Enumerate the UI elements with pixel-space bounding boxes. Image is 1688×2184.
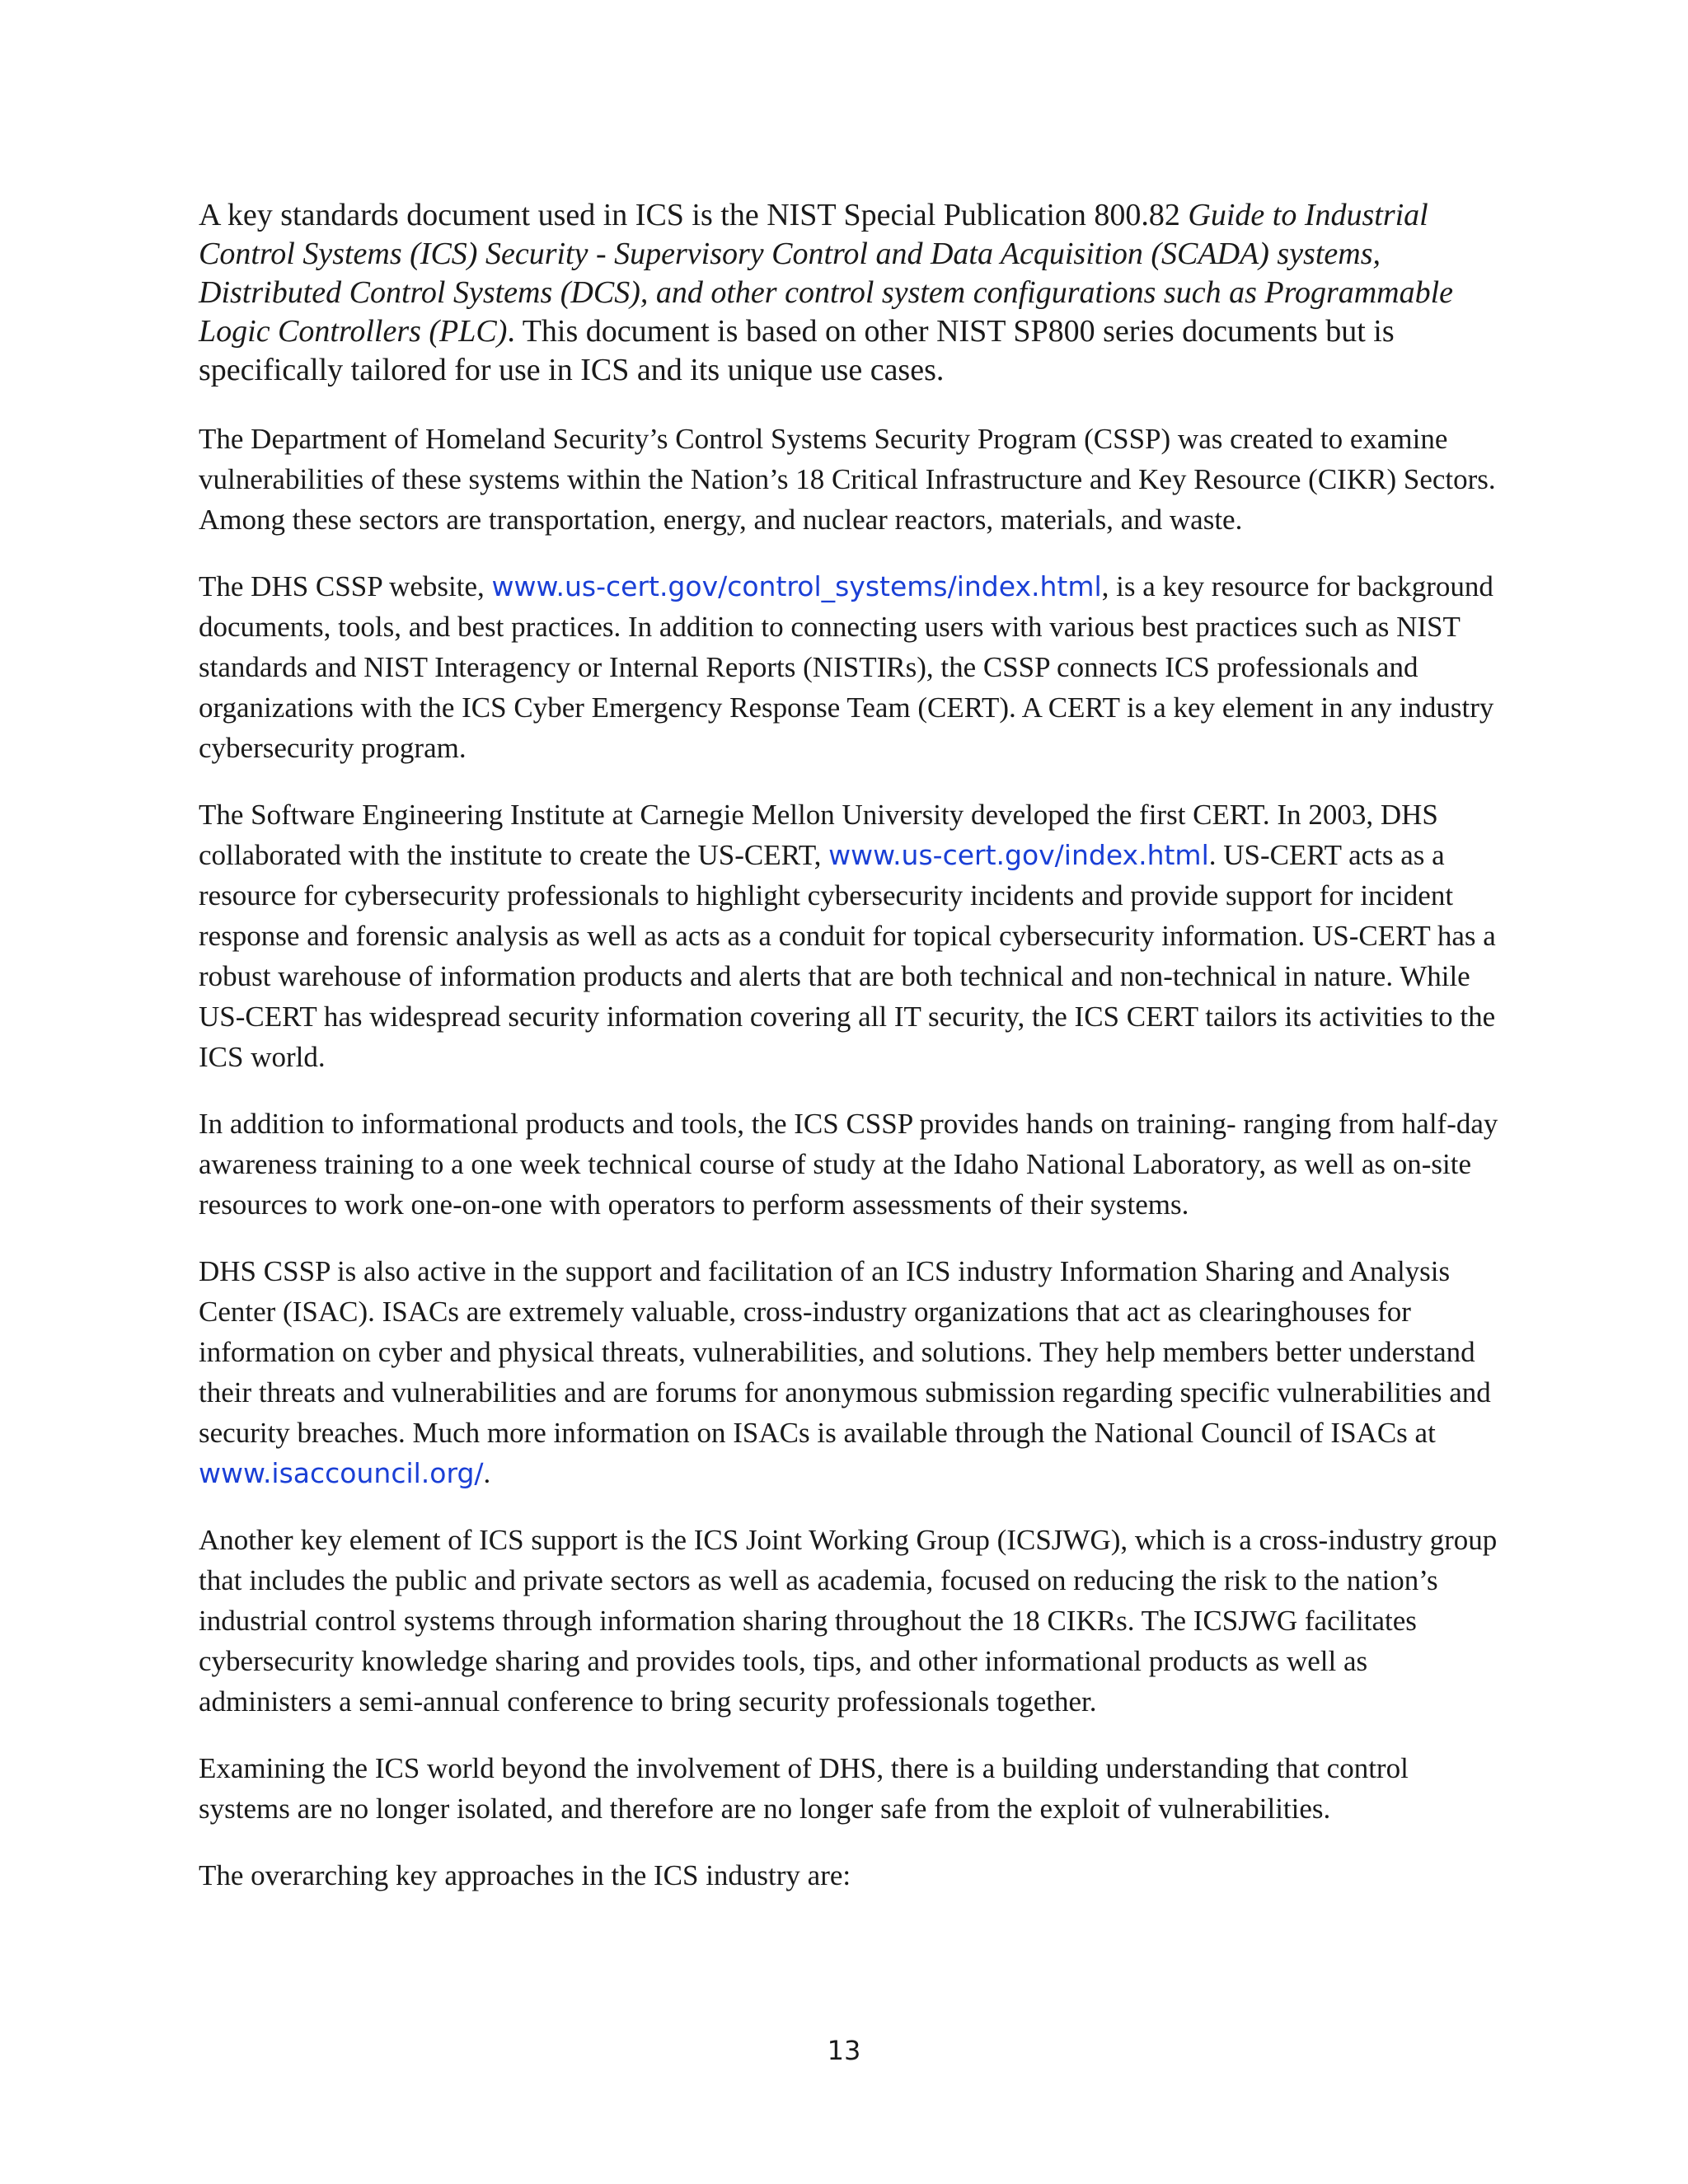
publication-title: Guide to Industrial Control Systems (ICS) Security - Supervisory Control and Data Acquisition (SCADA) systems, Distributed Control Systems (DCS), and other control system configurations such as Programmable Logic Controllers (PLC) <box>199 198 1454 349</box>
paragraph-text: The overarching key approaches in the ICS industry are: <box>199 1859 851 1891</box>
paragraph-text: The Software Engineering Institute at Carnegie Mellon University developed the first CERT. In 2003, DHS collaborated with the institute to create the US-CERT, <box>199 799 1438 871</box>
paragraph-nist-sp800-82 <box>199 196 1501 390</box>
paragraph-us-cert <box>199 794 1501 1077</box>
paragraph-text: DHS CSSP is also active in the support and facilitation of an ICS industry Information Sharing and Analysis Center (ISAC). ISACs are extremely valuable, cross-industry organizations that act as clearinghouses for information on cyber and physical threats, vulnerabilities, and solutions. They help members better understand their threats and vulnerabilities and are forums for anonymous submission regarding specific vulnerabilities and security breaches. Much more information on ISACs is available through the National Council of ISACs at <box>199 1255 1491 1449</box>
page-body <box>199 196 1501 1922</box>
paragraph-text: , is a key resource for background documents, tools, and best practices. In addition to connecting users with various best practices such as NIST standards and NIST Interagency or Internal Reports (NISTIRs), the CSSP connects ICS professionals and organizations with the ICS Cyber Emergency Response Team (CERT). A CERT is a key element in any industry cybersecurity program. <box>199 570 1494 764</box>
paragraph-text: Another key element of ICS support is the ICS Joint Working Group (ICSJWG), which is a cross-industry group that includes the public and private sectors as well as academia, focused on reducing the risk to the nation’s industrial control systems through information sharing throughout the 18 CIKRs. The ICSJWG facilitates cybersecurity knowledge sharing and provides tools, tips, and other informational products as well as administers a semi-annual conference to bring security professionals together. <box>199 1524 1498 1718</box>
page-number: 13 <box>827 2035 861 2066</box>
paragraph-dhs-cssp <box>199 419 1501 540</box>
paragraph-text: The Department of Homeland Security’s Control Systems Security Program (CSSP) was created to examine vulnerabilities of these systems within the Nation’s 18 Critical Infrastructure and Key Resource (CIKR) Sectors. Among these sectors are transportation, energy, and nuclear reactors, materials, and waste. <box>199 423 1496 536</box>
link-us-cert[interactable]: www.us-cert.gov/index.html <box>828 839 1209 871</box>
paragraph-text: . This document is based on other NIST SP800 series documents but is specifically tailored for use in ICS and its unique use cases. <box>199 314 1395 387</box>
paragraph-cssp-website <box>199 566 1501 768</box>
paragraph-text: Examining the ICS world beyond the involvement of DHS, there is a building understanding that control systems are no longer isolated, and therefore are no longer safe from the exploit of vulnerabilities. <box>199 1752 1409 1825</box>
paragraph-text: . <box>483 1457 491 1489</box>
paragraph-icsjwg <box>199 1520 1501 1722</box>
link-control-systems[interactable]: www.us-cert.gov/control_systems/index.html <box>491 570 1102 602</box>
link-isaccouncil[interactable]: www.isaccouncil.org/ <box>199 1457 484 1489</box>
paragraph-text: The DHS CSSP website, <box>199 570 492 602</box>
paragraph-key-approaches <box>199 1855 1501 1896</box>
paragraph-beyond-dhs <box>199 1748 1501 1829</box>
paragraph-isac <box>199 1251 1501 1493</box>
paragraph-text: In addition to informational products and tools, the ICS CSSP provides hands on training- ranging from half-day awareness training to a one week technical course of study at the Idaho National Laboratory, as well as on-site resources to work one-on-one with operators to perform assessments of their systems. <box>199 1108 1498 1221</box>
paragraph-text: A key standards document used in ICS is the NIST Special Publication 800.82 <box>199 198 1189 232</box>
paragraph-text: . US-CERT acts as a resource for cybersecurity professionals to highlight cybersecurity incidents and provide support for incident response and forensic analysis as well as acts as a conduit for topical cybersecurity information. US-CERT has a robust warehouse of information products and alerts that are both technical and non-technical in nature. While US-CERT has widespread security information covering all IT security, the ICS CERT tailors its activities to the ICS world. <box>199 839 1496 1073</box>
paragraph-training <box>199 1104 1501 1225</box>
